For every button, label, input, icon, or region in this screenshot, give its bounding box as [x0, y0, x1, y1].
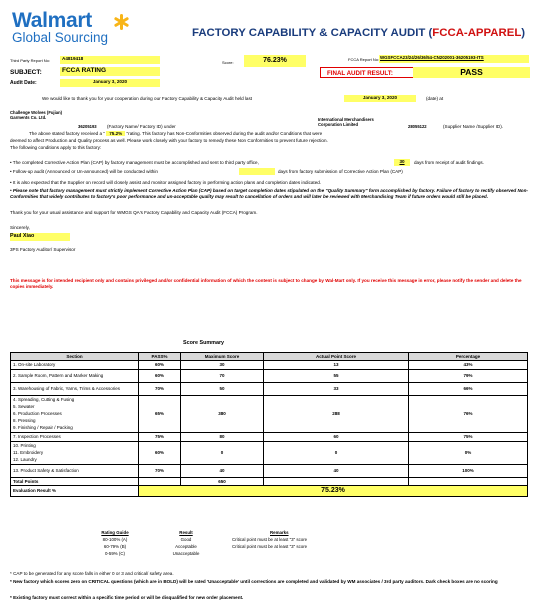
- section-name: 12. Laundry: [13, 456, 37, 462]
- rating-remarks-header: Remarks: [270, 530, 289, 535]
- pass-cell: 70%: [139, 383, 181, 396]
- spark-icon: [112, 13, 130, 31]
- section-name: 4. Spreading, Cutting & Fusing: [13, 396, 75, 402]
- max-score-cell: 0: [181, 442, 264, 465]
- evaluation-label: Evaluation Result %: [11, 486, 139, 497]
- table-row: [11, 465, 528, 478]
- table-row: [11, 370, 528, 383]
- audit-date-label: Audit Date:: [10, 80, 37, 86]
- table-row: [11, 383, 528, 396]
- percentage-cell: 0%: [409, 442, 528, 465]
- section-name: 11. Embroidery: [13, 449, 44, 455]
- sincerely-text: Sincerely,: [10, 225, 30, 230]
- rating-remark: [232, 551, 372, 558]
- section-cell: [11, 383, 139, 396]
- total-empty: [139, 478, 181, 486]
- intro-line-4: deemed to affect Production and Quality process as well. Please work closely with your factory to remedy these Non Conformities to prevent future rejection.: [10, 138, 328, 143]
- actual-score-cell: 13: [264, 361, 409, 370]
- supplier-id: 28055122: [408, 124, 427, 129]
- footnote-1: * CAP to be generated for any score falls in either 0 or 3 and critical/ safety area.: [10, 571, 174, 576]
- signer-role: 3PS Factory Auditor/ Supervisor: [10, 247, 76, 252]
- cap-days: 30: [394, 159, 410, 166]
- table-row: [11, 442, 528, 465]
- third-party-label: Third Party Report No:: [10, 58, 51, 63]
- rating-remarks-col: [232, 530, 372, 558]
- total-empty: [409, 478, 528, 486]
- logo-brand: Walmart: [12, 9, 92, 32]
- col-actual: Actual Point Score: [264, 353, 409, 361]
- rating-range: 0-59% (C): [104, 551, 125, 556]
- rating-result-col: [160, 530, 212, 558]
- title-end: ): [521, 27, 526, 39]
- logo-subtitle: Global Sourcing: [12, 30, 109, 45]
- section-name: 6. Production Processes: [13, 410, 62, 416]
- section-cell: [11, 361, 139, 370]
- col-section: Section: [11, 353, 139, 361]
- section-cell: [11, 433, 139, 442]
- section-name: 1. On-site Laboratory: [13, 362, 56, 368]
- col-pass: PASS%: [139, 353, 181, 361]
- total-max: 650: [181, 478, 264, 486]
- actual-score-cell: 60: [264, 433, 409, 442]
- pass-cell: 70%: [139, 465, 181, 478]
- intro-line-1: We would like to thank you for your cooperation during our Factory Capability & Capacity Audit held last: [42, 96, 253, 101]
- intro-line-1-end: (date) at: [426, 96, 444, 101]
- condition-4: • Please note that factory management must strictly implement Corrective Action Plan (CAP) based on target completion dates stipulated on the "Quality Summary" form accomplished by factory. Failure of factory to rectify observed Non-Conformities that widely contributes to factory's poor performance and un-acceptable quality may result to cancellation of orders and will later be reviewed with Merchandising Team if future orders would still be placed.: [10, 188, 528, 199]
- confidential-notice: This message is for intended recipient only and contains privileged and/or confidential information of which the content is subject to change by Wal-Mart only. If you receive this message in error, please notify the sender and delete the copies immediately.: [10, 278, 522, 289]
- percentage-cell: 43%: [409, 361, 528, 370]
- max-score-cell: 380: [181, 396, 264, 433]
- percentage-cell: 79%: [409, 370, 528, 383]
- walmart-logo: [12, 10, 132, 46]
- rating-result: Unacceptable: [172, 551, 200, 556]
- pass-cell: 75%: [139, 433, 181, 442]
- subject-label: SUBJECT:: [10, 69, 42, 76]
- actual-score-cell: 40: [264, 465, 409, 478]
- fcca-report-label: FCCA Report No:: [348, 57, 380, 62]
- section-name: 9. Finishing / Repair / Packing: [13, 424, 73, 430]
- condition-3: • It is also expected that the Supplier on record will closely assist and monitor assigned factory in performing action plans and completion dates indicated.: [10, 180, 322, 185]
- section-name: 13. Product Safety & Satisfaction: [13, 468, 79, 474]
- condition-2a: • Follow-up audit (Announced or Un-announced) will be conducted within: [10, 169, 158, 174]
- rating-remark: Critical point must be at least "3" score: [232, 537, 308, 542]
- section-name: 7. Inspection Processes: [13, 434, 61, 440]
- section-name: 10. Printing: [13, 442, 36, 448]
- section-cell: [11, 465, 139, 478]
- total-label: Total Points: [11, 478, 139, 486]
- title-red: FCCA-APPAREL: [432, 27, 522, 39]
- percentage-cell: 66%: [409, 383, 528, 396]
- intro-date: January 3, 2020: [344, 95, 416, 102]
- section-cell: [11, 396, 139, 433]
- score-value: 76.23%: [244, 55, 306, 67]
- rating-result: Acceptable: [175, 544, 197, 549]
- max-score-cell: 80: [181, 433, 264, 442]
- pass-cell: 60%: [139, 370, 181, 383]
- score-label: Score:: [222, 60, 234, 65]
- section-name: 5. Sewater: [13, 403, 35, 409]
- supplier-name: International Merchandisers Corporation Limited: [318, 117, 374, 128]
- factory-name: Challenge Wolves (Fujian) Garments Co. Ltd.: [10, 110, 63, 121]
- intro-line-3b: "rating. This factory has Non-Conformities observed during the audit and/or Conditions that were: [126, 131, 323, 136]
- col-percentage: Percentage: [409, 353, 528, 361]
- final-audit-label: FINAL AUDIT RESULT:: [327, 69, 393, 77]
- rating-remark: Critical point must be at least "3" score: [232, 544, 308, 549]
- third-party-value: A4819418: [60, 56, 160, 64]
- table-row: [11, 433, 528, 442]
- max-score-cell: 50: [181, 383, 264, 396]
- section-name: 8. Pressing: [13, 417, 36, 423]
- score-summary-title: Score Summary: [183, 340, 225, 346]
- signer-name: Paul Xiao: [10, 233, 70, 241]
- intro-rating: 75.2%: [106, 131, 125, 136]
- subject-value: FCCA RATING: [60, 67, 160, 76]
- percentage-cell: 76%: [409, 396, 528, 433]
- pass-cell: 60%: [139, 361, 181, 370]
- actual-score-cell: 288: [264, 396, 409, 433]
- total-empty: [264, 478, 409, 486]
- table-row: [11, 361, 528, 370]
- col-max: Maximum Score: [181, 353, 264, 361]
- condition-1: [10, 160, 259, 166]
- max-score-cell: 30: [181, 361, 264, 370]
- condition-1b: days from receipt of audit findings.: [414, 160, 484, 165]
- intro-line-3: [29, 131, 322, 137]
- pass-cell: 60%: [139, 442, 181, 465]
- rating-guide-header: Rating Guide: [101, 530, 129, 535]
- max-score-cell: 70: [181, 370, 264, 383]
- rating-guide-col: [95, 530, 135, 558]
- audit-date-value: January 3, 2020: [60, 79, 160, 87]
- max-score-cell: 40: [181, 465, 264, 478]
- actual-score-cell: 0: [264, 442, 409, 465]
- actual-score-cell: 55: [264, 370, 409, 383]
- footnote-3: * Existing factory must correct within a specific time period or will be disqualified for new order placement.: [10, 595, 244, 600]
- intro-line-5: The following conditions apply to this factory:: [10, 145, 102, 150]
- title-main: FACTORY CAPABILITY & CAPACITY AUDIT (: [192, 27, 433, 39]
- condition-2b: days from factory submission of Corrective Action Plan (CAP): [278, 169, 403, 174]
- actual-score-cell: 33: [264, 383, 409, 396]
- section-cell: [11, 442, 139, 465]
- score-summary-table: [10, 352, 528, 497]
- evaluation-row: [11, 486, 528, 497]
- rating-range: 80-100% (A): [102, 537, 128, 542]
- footnote-2: * New factory which scores zero on CRITICAL questions (which are in BOLD) will be rated 'Unacceptable' until corrections are completed and validated by WM associates / 3rd party auditors. Dark check boxes are no scoring: [10, 579, 498, 584]
- table-header-row: [11, 353, 528, 361]
- rating-result: Good: [180, 537, 192, 542]
- percentage-cell: 100%: [409, 465, 528, 478]
- rating-result-header: Result: [179, 530, 193, 535]
- condition-5: Thank you for your usual assistance and support for WMGS QA's Factory Capability and Capacity Audit (FCCA) Program.: [10, 210, 258, 215]
- section-cell: [11, 370, 139, 383]
- percentage-cell: 75%: [409, 433, 528, 442]
- evaluation-value: 75.23%: [139, 486, 528, 497]
- intro-line-3a: The above stated factory received a ": [29, 131, 105, 136]
- table-row: [11, 396, 528, 433]
- rating-range: 60-79% (B): [103, 544, 127, 549]
- followup-days: [239, 168, 275, 175]
- fcca-report-value: WGSFCCA23/24/26/36/54-CN202001-36205193-ITS: [379, 55, 529, 63]
- final-audit-value: PASS: [413, 67, 530, 78]
- factory-label: (Factory Name/ Factory ID) under: [107, 124, 176, 129]
- condition-1a: • The completed Corrective Action Plan (CAP) by factory management must be accomplished and sent to third party office,: [10, 160, 259, 165]
- final-audit-box: [320, 67, 530, 78]
- total-row: [11, 478, 528, 486]
- pass-cell: 65%: [139, 396, 181, 433]
- section-name: 3. Warehousing of Fabric, Yarns, Trims & Accessories: [13, 386, 120, 392]
- section-name: 2. Sample Room, Pattern and Marker Making: [13, 373, 104, 379]
- page-title: [192, 26, 525, 40]
- factory-id: 36205193: [78, 124, 97, 129]
- supplier-label: (Supplier Name /Supplier ID).: [443, 124, 503, 129]
